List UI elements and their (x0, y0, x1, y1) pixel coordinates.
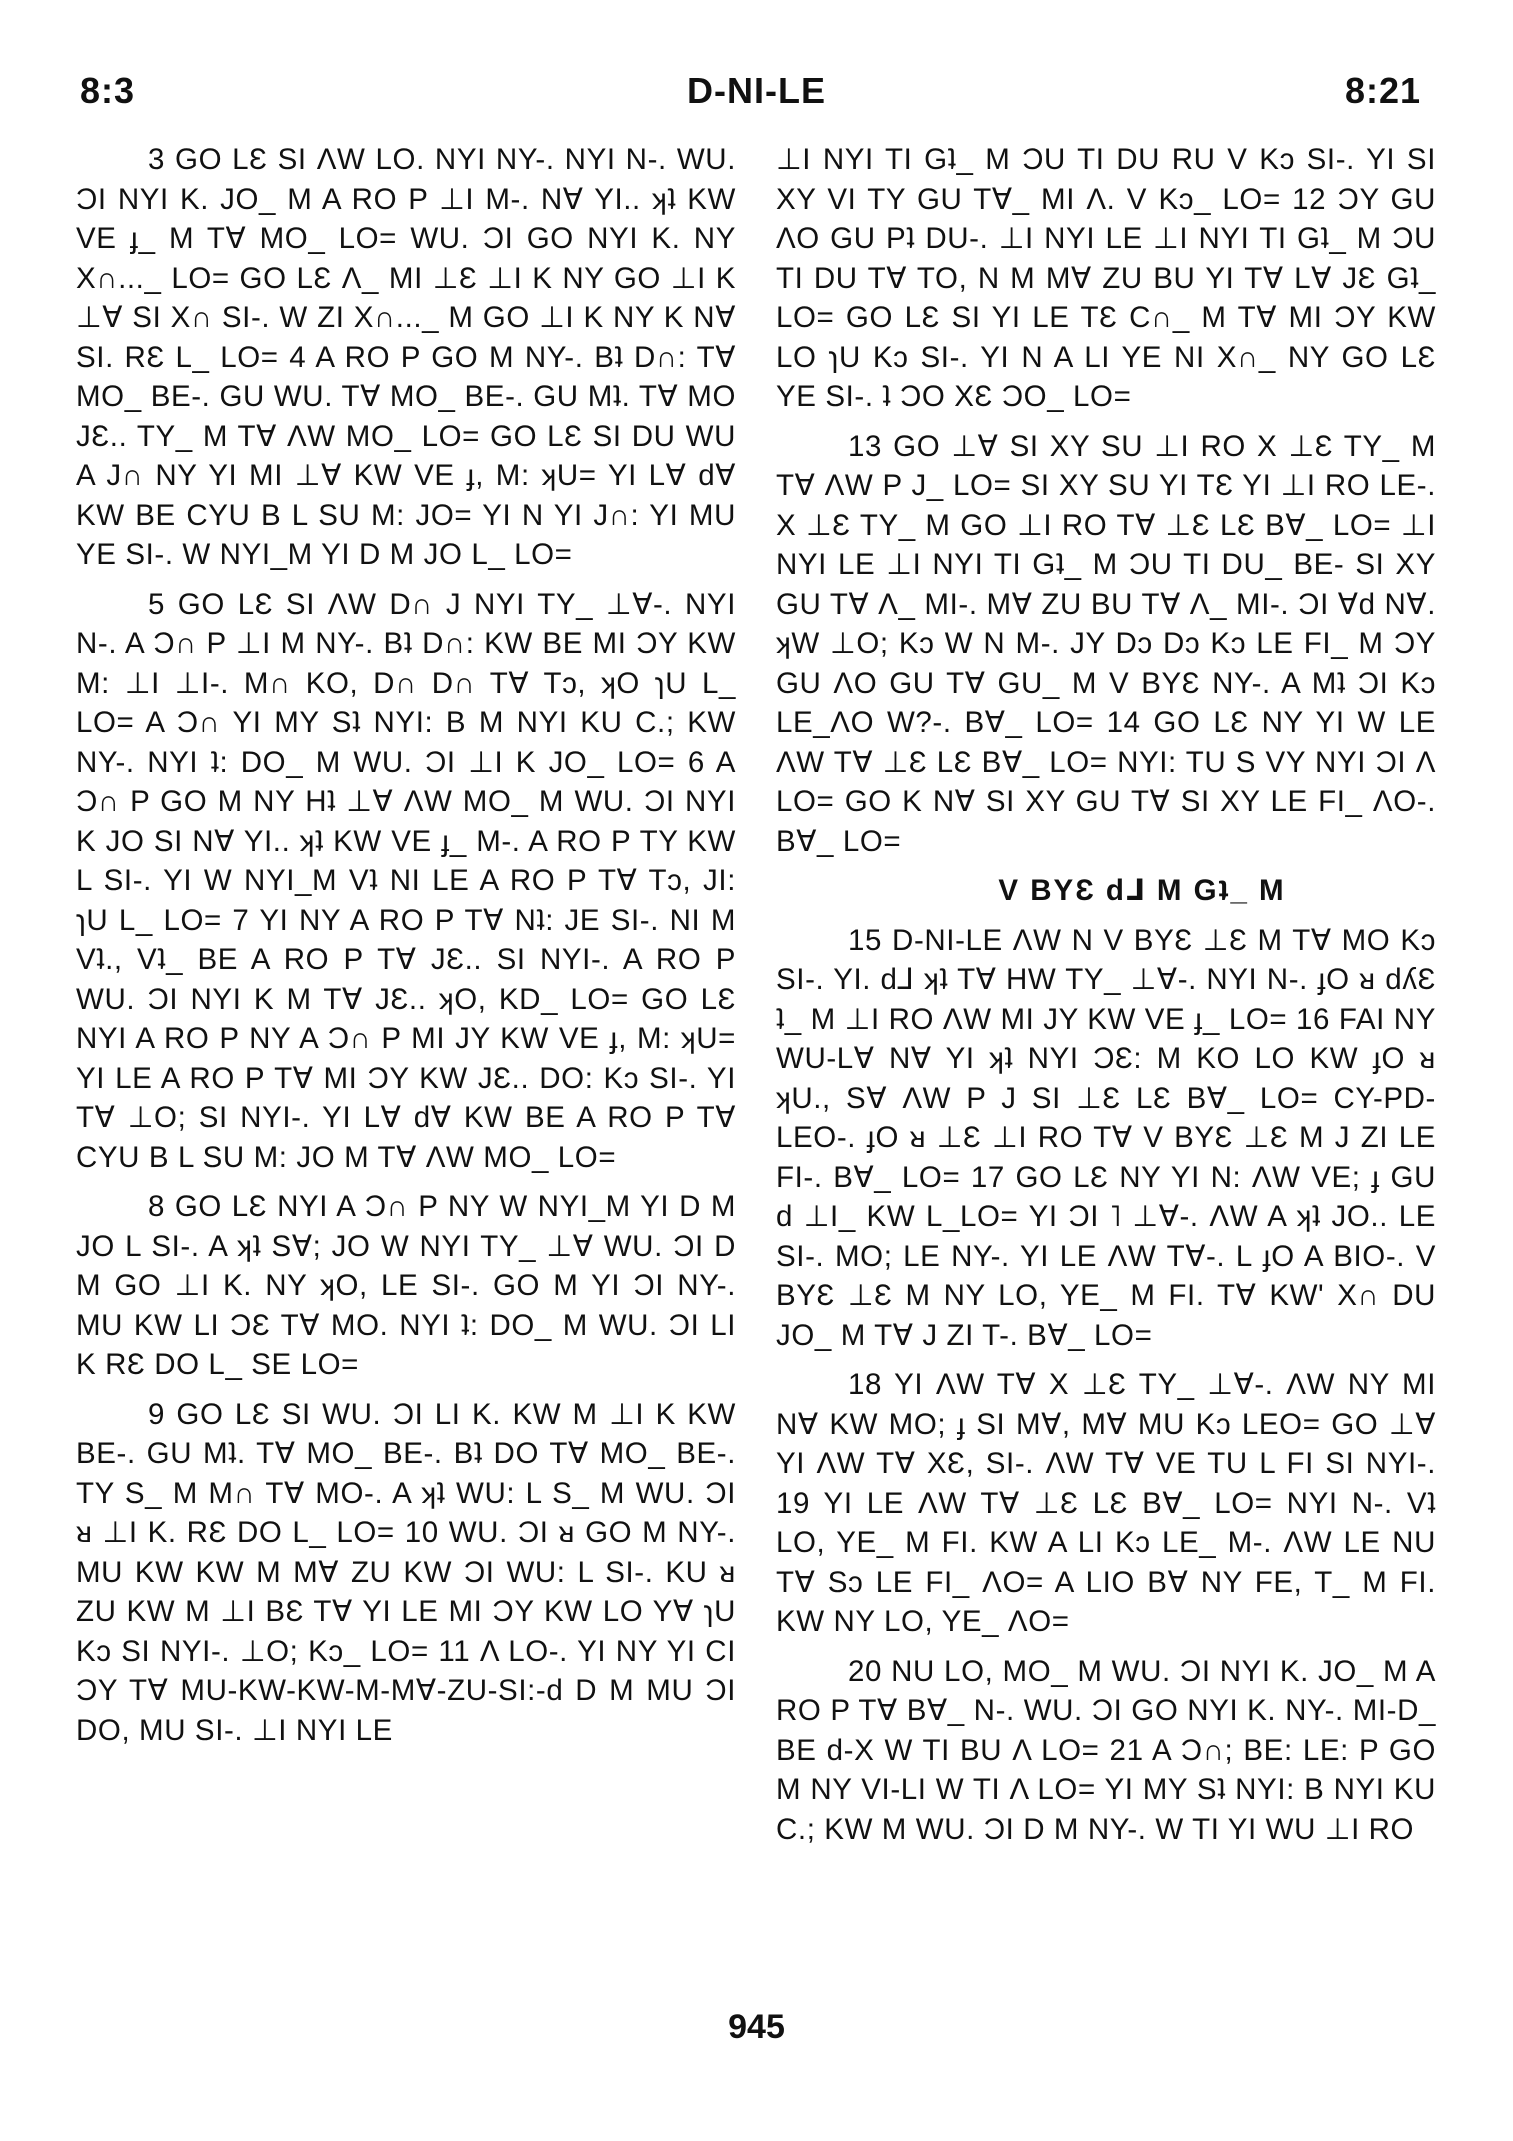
section-heading: V BYƐ d⅃ M Gʇ_ M (998, 874, 1286, 907)
paragraph: 20 NU LO, MO_ M WU. ƆI NYI K. JO_ M A RO P T∀ B∀_ N-. WU. ƆI GO NYI K. NY-. MI-D_ BE d-X W TI BU Λ LO= 21 A Ɔ∩; BE: LE: P GO M NY VI-LI W TI Λ LO= YI MY Sʇ NYI: B NYI KU C.; KW M WU. ƆI D M NY-. W TI YI WU ⊥I RO (776, 1654, 1436, 1846)
paragraph: 13 GO ⊥∀ SI XY SU ⊥I RO X ⊥Ɛ TY_ M T∀ ΛW P J_ LO= SI XY SU YI TƐ YI ⊥I RO LE-. X ⊥Ɛ TY_ M GO ⊥I RO T∀ ⊥Ɛ LƐ B∀_ LO= ⊥I NYI LE ⊥I NYI TI Gʇ_ M ƆU TI DU_ BE- SI XY GU T∀ Λ_ MI-. M∀ ZU BU T∀ Λ_ MI-. ƆI ∀d N∀. ʞW ⊥O; Kɔ W N M-. JY Dɔ Dɔ Kɔ LE FI_ M ƆY GU ΛO GU T∀ GU_ M V BYƐ NY-. A Mʇ ƆI Kɔ LE_ΛO W?-. B∀_ LO= 14 GO LƐ NY YI W LE ΛW T∀ ⊥Ɛ LƐ B∀_ LO= NYI: TU S VY NYI ƆI Λ LO= GO K N∀ SI XY GU T∀ SI XY LE FI_ ΛO-. B∀_ LO= (776, 429, 1436, 858)
paragraph: 3 GO LƐ SI ΛW LO. NYI NY-. NYI N-. WU. ƆI NYI K. JO_ M A RO P ⊥I M-. N∀ YI.. ʞʇ KW VE ɟ_ M T∀ MO_ LO= WU. ƆI GO NYI K. NY X∩..._ LO= GO LƐ Λ_ MI ⊥Ɛ ⊥I K NY GO ⊥I K ⊥∀ SI X∩ SI-. W ZI X∩..._ M GO ⊥I K NY K N∀ SI. RƐ L_ LO= 4 A RO P GO M NY-. Bʇ D∩: T∀ MO_ BE-. GU WU. T∀ MO_ BE-. GU Mʇ. T∀ MO JƐ.. TY_ M T∀ ΛW MO_ LO= GO LƐ SI DU WU A J∩ NY YI MI ⊥∀ KW VE ɟ, M: ʞU= YI L∀ d∀ KW BE CYU B L SU M: JO= YI N YI J∩: YI MU YE SI-. W NYI_M YI D M JO L_ LO= (76, 143, 736, 571)
paragraph: 18 YI ΛW T∀ X ⊥Ɛ TY_ ⊥∀-. ΛW NY MI N∀ KW MO; ɟ SI M∀, M∀ MU Kɔ LEO= GO ⊥∀ YI ΛW T∀ XƐ, SI-. ΛW T∀ VE TU L FI SI NYI-. 19 YI LE ΛW T∀ ⊥Ɛ LƐ B∀_ LO= NYI N-. Vʇ LO, YE_ M FI. KW A LI Kɔ LE_ M-. ΛW LE NU T∀ Sɔ LE FI_ ΛO= A LIO B∀ NY FE, T_ M FI. KW NY LO, YE_ ΛO= (776, 1368, 1436, 1638)
paragraph: 5 GO LƐ SI ΛW D∩ J NYI TY_ ⊥∀-. NYI N-. A Ɔ∩ P ⊥I M NY-. Bʇ D∩: KW BE MI ƆY KW M: ⊥I ⊥I-. M∩ KO, D∩ D∩ T∀ Tɔ, ʞO ɿU L_ LO= A Ɔ∩ YI MY Sʇ NYI: B M NYI KU C.; KW NY-. NYI ʇ: DO_ M WU. ƆI ⊥I K JO_ LO= 6 A Ɔ∩ P GO M NY Hʇ ⊥∀ ΛW MO_ M WU. ƆI NYI K JO SI N∀ YI.. ʞʇ KW VE ɟ_ M-. A RO P TY KW L SI-. YI W NYI_M Vʇ NI LE A RO P T∀ Tɔ, JI: ɿU L_ LO= 7 YI NY A RO P T∀ Nʇ: JE SI-. NI M Vʇ., Vʇ_ BE A RO P T∀ JƐ.. SI NYI-. A RO P WU. ƆI NYI K M T∀ JƐ.. ʞO, KD_ LO= GO LƐ NYI A RO P NY A Ɔ∩ P MI JY KW VE ɟ, M: ʞU= YI LE A RO P T∀ MI ƆY KW JƐ.. DO: Kɔ SI-. YI T∀ ⊥O; SI NYI-. YI L∀ d∀ KW BE A RO P T∀ CYU B L SU M: JO M T∀ ΛW MO_ LO= (76, 587, 736, 1174)
paragraph: 8 GO LƐ NYI A Ɔ∩ P NY W NYI_M YI D M JO L SI-. A ʞʇ S∀; JO W NYI TY_ ⊥∀ WU. ƆI D M GO ⊥I K. NY ʞO, LE SI-. GO M YI ƆI NY-. MU KW LI ƆƐ T∀ MO. NYI ʇ: DO_ M WU. ƆI LI K RƐ DO L_ SE LO= (76, 1190, 736, 1381)
page-number: 945 (728, 2008, 785, 2046)
header-chapter-verse-start: 8:3 (80, 70, 136, 111)
paragraph: 15 D-NI-LE ΛW N V BYƐ ⊥Ɛ M T∀ MO Kɔ SI-. YI. d⅃ ʞʇ T∀ HW TY_ ⊥∀-. NYI N-. ɟO ᴚ dʎƐ ʇ_ M ⊥I RO ΛW MI JY KW VE ɟ_ LO= 16 FAI NY WU-L∀ N∀ YI ʞʇ NYI ƆƐ: M KO LO KW ɟO ᴚ ʞU., S∀ ΛW P J SI ⊥Ɛ LƐ B∀_ LO= CY-PD-LEO-. ɟO ᴚ ⊥Ɛ ⊥I RO T∀ V BYƐ ⊥Ɛ M J ZI LE FI-. B∀_ LO= 17 GO LƐ NY YI N: ΛW VE; ɟ GU d ⊥I_ KW L_LO= YI ƆI ˥ ⊥∀-. ΛW A ʞʇ JO.. LE SI-. MO; LE NY-. YI LE ΛW T∀-. L ɟO A BIO-. V BYƐ ⊥Ɛ M NY LO, YE_ M FI. T∀ KW' X∩ DU JO_ M T∀ J ZI T-. B∀_ LO= (776, 923, 1436, 1352)
header-book-title: D-NI-LE (687, 70, 826, 111)
left-text-column (76, 140, 736, 1980)
right-text-column (776, 140, 1436, 1980)
header-chapter-verse-end: 8:21 (1344, 70, 1421, 111)
running-header (0, 70, 1513, 130)
paragraph: ⊥I NYI TI Gʇ_ M ƆU TI DU RU V Kɔ SI-. YI SI XY VI TY GU T∀_ MI Λ. V Kɔ_ LO= 12 ƆY GU ΛO GU Pʇ DU-. ⊥I NYI LE ⊥I NYI TI Gʇ_ M ƆU TI DU T∀ TO, N M M∀ ZU BU YI T∀ L∀ JƐ Gʇ_ LO= GO LƐ SI YI LE TƐ C∩_ M T∀ MI ƆY KW LO ɿU Kɔ SI-. YI N A LI YE NI X∩_ NY GO LƐ YE SI-. ʇ ƆO XƐ ƆO_ LO= (776, 143, 1436, 413)
paragraph: 9 GO LƐ SI WU. ƆI LI K. KW M ⊥I K KW BE-. GU Mʇ. T∀ MO_ BE-. Bʇ DO T∀ MO_ BE-. TY S_ M M∩ T∀ MO-. A ʞʇ WU: L S_ M WU. ƆI ᴚ ⊥I K. RƐ DO L_ LO= 10 WU. ƆI ᴚ GO M NY-. MU KW KW M M∀ ZU KW ƆI WU: L SI-. KU ᴚ ZU KW M ⊥I BƐ T∀ YI LE MI ƆY KW LO Y∀ ɿU Kɔ SI NYI-. ⊥O; Kɔ_ LO= 11 Λ LO-. YI NY YI CI ƆY T∀ MU-KW-KW-M-M∀-ZU-SI:-d D M MU ƆI DO, MU SI-. ⊥I NYI LE (76, 1397, 736, 1747)
